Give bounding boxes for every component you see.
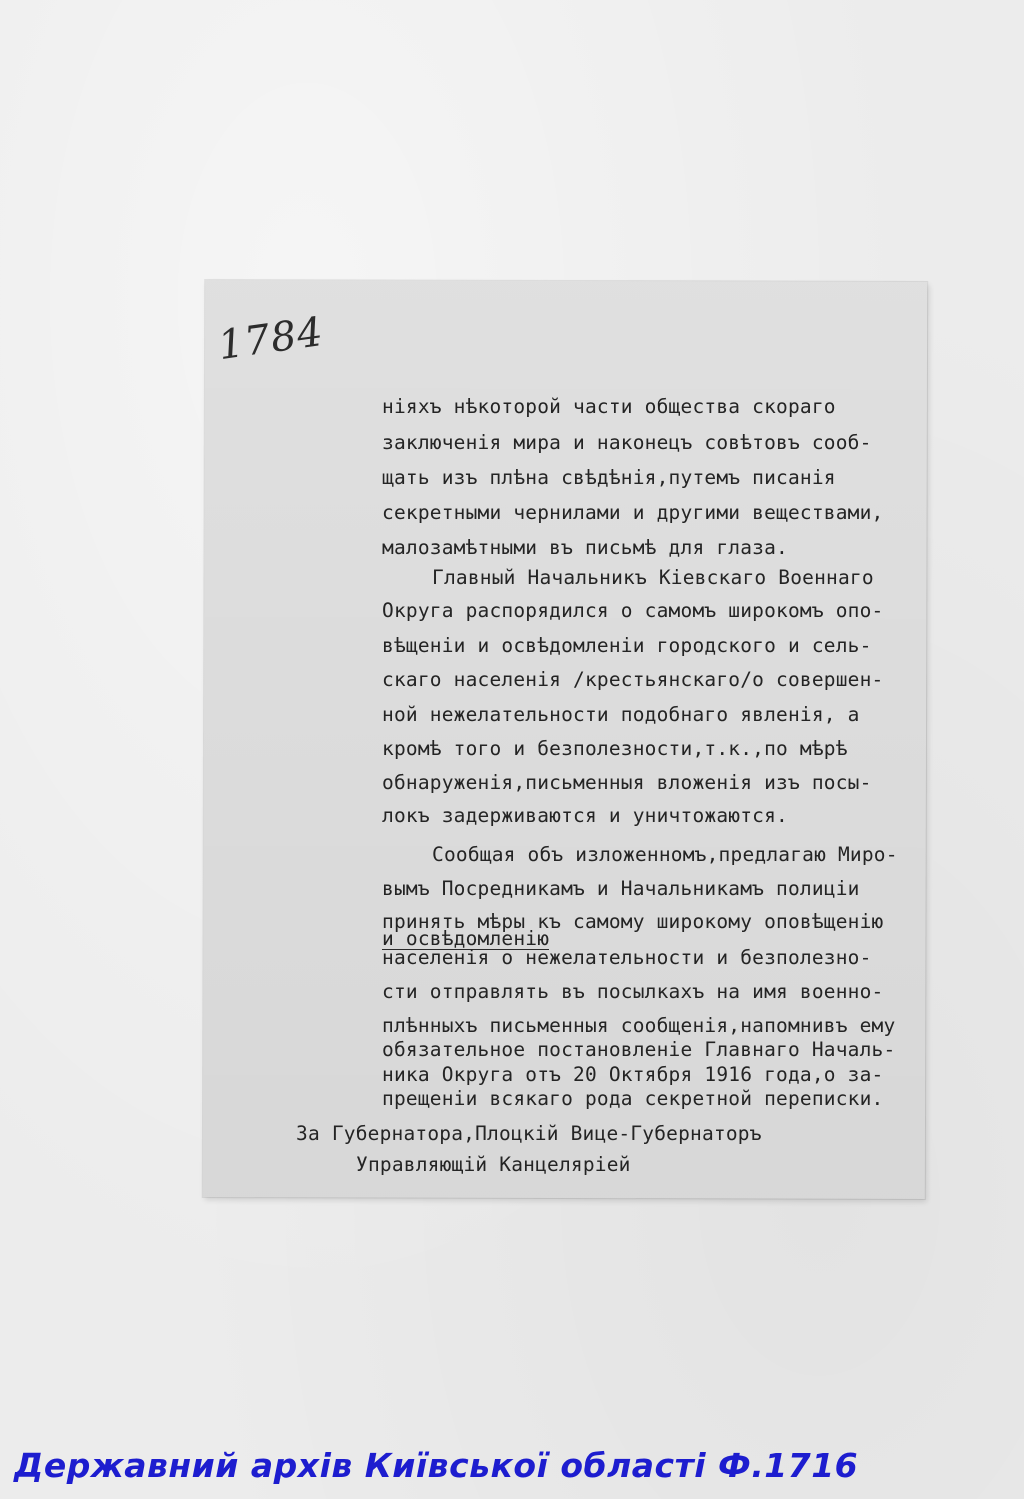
text-line: обязательное постановленіе Главнаго Началь- bbox=[382, 1038, 896, 1061]
text-line: Сообщая объ изложенномъ,предлагаю Миро- bbox=[432, 843, 898, 866]
text-line: заключенія мира и наконецъ совѣтовъ сооб- bbox=[382, 431, 872, 454]
text-line: сти отправлять въ посылкахъ на имя военно- bbox=[382, 980, 884, 1003]
signature-line: Управляющій Канцеляріей bbox=[356, 1153, 631, 1176]
text-line: кромѣ того и безполезности,т.к.,по мѣрѣ bbox=[382, 737, 848, 760]
handwritten-folio-number: 1784 bbox=[215, 308, 327, 370]
text-line: вымъ Посредникамъ и Начальникамъ полиціи bbox=[382, 877, 860, 900]
text-line: ника Округа отъ 20 Октября 1916 года,о за- bbox=[382, 1063, 884, 1086]
text-line: Округа распорядился о самомъ широкомъ опо- bbox=[382, 599, 884, 622]
text-line: ніяхъ нѣкоторой части общества скораго bbox=[382, 395, 836, 418]
text-line: вѣщеніи и освѣдомленіи городского и сель- bbox=[382, 634, 872, 657]
text-line: ной нежелательности подобнаго явленія, а bbox=[382, 703, 860, 726]
text-line: обнаруженія,письменныя вложенія изъ посы- bbox=[382, 771, 872, 794]
archive-caption: Державний архів Київської області Ф.1716 bbox=[14, 1446, 859, 1485]
text-line: секретными чернилами и другими веществами, bbox=[382, 501, 884, 524]
text-line: скаго населенія /крестьянскаго/о совершен- bbox=[382, 668, 884, 691]
text-line: плѣнныхъ письменныя сообщенія,напомнивъ ему bbox=[382, 1014, 896, 1037]
text-line: Главный Начальникъ Кіевскаго Военнаго bbox=[432, 566, 874, 589]
text-line: прещеніи всякаго рода секретной переписки. bbox=[382, 1087, 884, 1110]
text-line: принять мѣры къ самому широкому оповѣщенію bbox=[382, 910, 884, 933]
text-line: щать изъ плѣна свѣдѣнія,путемъ писанія bbox=[382, 466, 836, 489]
text-line: населенія о нежелательности и безполезно- bbox=[382, 946, 872, 969]
signature-line: За Губернатора,Плоцкій Вице-Губернаторъ bbox=[296, 1122, 762, 1145]
text-line-struck: и освѣдомленію bbox=[382, 927, 550, 950]
text-line: локъ задерживаются и уничтожаются. bbox=[382, 804, 788, 827]
text-line: малозамѣтными въ письмѣ для глаза. bbox=[382, 536, 788, 559]
